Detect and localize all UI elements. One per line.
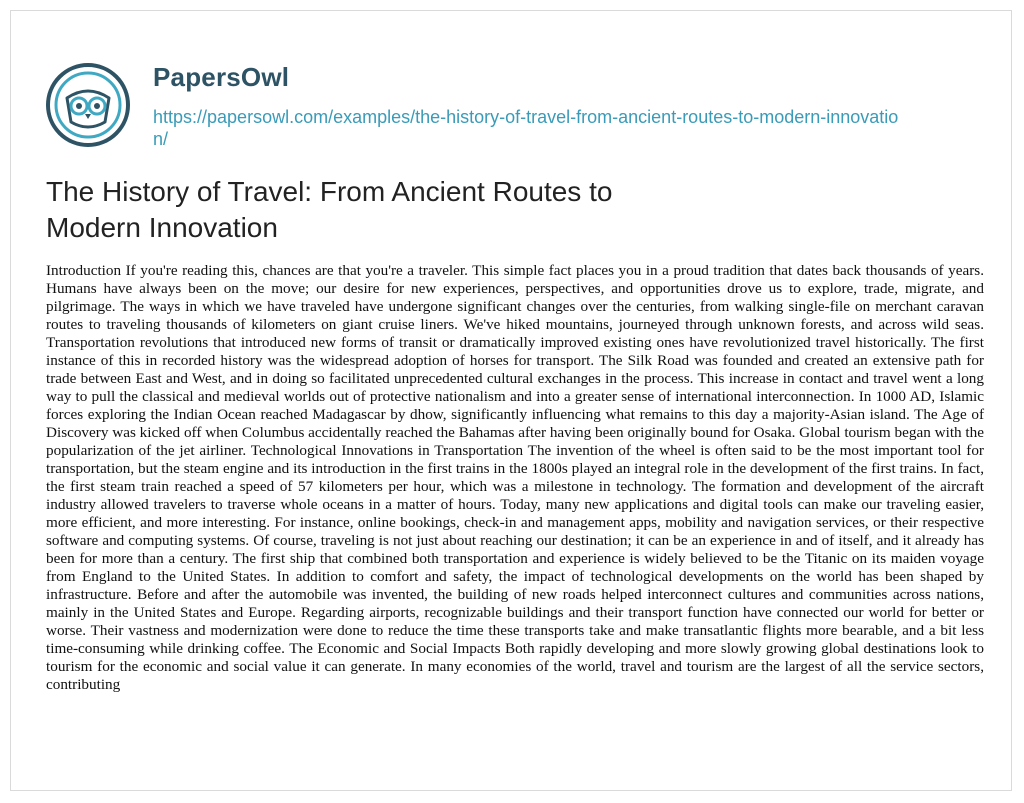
owl-logo-icon: [45, 62, 131, 148]
document-header: [45, 62, 945, 162]
document-body: Introduction If you're reading this, chances are that you're a traveler. This simple fact places you in a proud tradition that dates back thousands of years. Humans have always been on the move; our desire for new experiences, perspectives, and opportunities drove us to explore, trade, migrate, and pilgrimage. The ways in which we have traveled have undergone significant changes over the centuries, from walking single-file on merchant caravan routes to traveling thousands of kilometers on giant cruise liners. We've hiked mountains, journeyed through unknown forests, and across wild seas. Transportation revolutions that introduced new forms of transit or dramatically improved existing ones have revolutionized travel historically. The first instance of this in recorded history was the widespread adoption of horses for transport. The Silk Road was founded and created an extensive path for trade between East and West, and in doing so facilitated unprecedented cultural exchanges in the process. This increase in contact and travel went a long way to pull the classical and medieval worlds out of protective nationalism and into a greater sense of international interconnection. In 1000 AD, Islamic forces exploring the Indian Ocean reached Madagascar by dhow, significantly influencing what remains to this day a majority-Asian island. The Age of Discovery was kicked off when Columbus accidentally reached the Bahamas after having been originally bound for Osaka. Global tourism began with the popularization of the jet airliner. Technological Innovations in Transportation The invention of the wheel is often said to be the most important tool for transportation, but the steam engine and its introduction in the first trains in the 1800s played an integral role in the development of the first trains. In fact, the first steam train reached a speed of 57 kilometers per hour, which was a milestone in technology. The formation and development of the aircraft industry allowed travelers to traverse whole oceans in a matter of hours. Today, many new applications and digital tools can make our traveling easier, more efficient, and more interesting. For instance, online bookings, check-in and management apps, mobility and navigation services, or their respective software and computing systems. Of course, traveling is not just about reaching our destination; it can be an experience in and of itself, and it already has been for more than a century. The first ship that combined both transportation and experience is widely believed to be the Titanic on its maiden voyage from England to the United States. In addition to comfort and safety, the impact of technological developments on the world has been shaped by infrastructure. Before and after the automobile was invented, the building of new roads helped interconnect cultures and communities across nations, mainly in the United States and Europe. Regarding airports, recognizable buildings and their transport function have connected our world for better or worse. Their vastness and modernization were done to reduce the time these transports take and make transatlantic flights more bearable, and a bit less time-consuming while drinking coffee. The Economic and Social Impacts Both rapidly developing and more slowly growing global destinations look to tourism for the economic and social value it can generate. In many economies of the world, travel and tourism are the largest of all the service sectors, contributing: [46, 262, 984, 693]
brand-name: PapersOwl: [153, 62, 290, 92]
document-title: The History of Travel: From Ancient Routes to Modern Innovation: [46, 176, 613, 243]
source-url-link[interactable]: https://papersowl.com/examples/the-history-of-travel-from-ancient-routes-to-modern-innovation/: [153, 107, 899, 149]
